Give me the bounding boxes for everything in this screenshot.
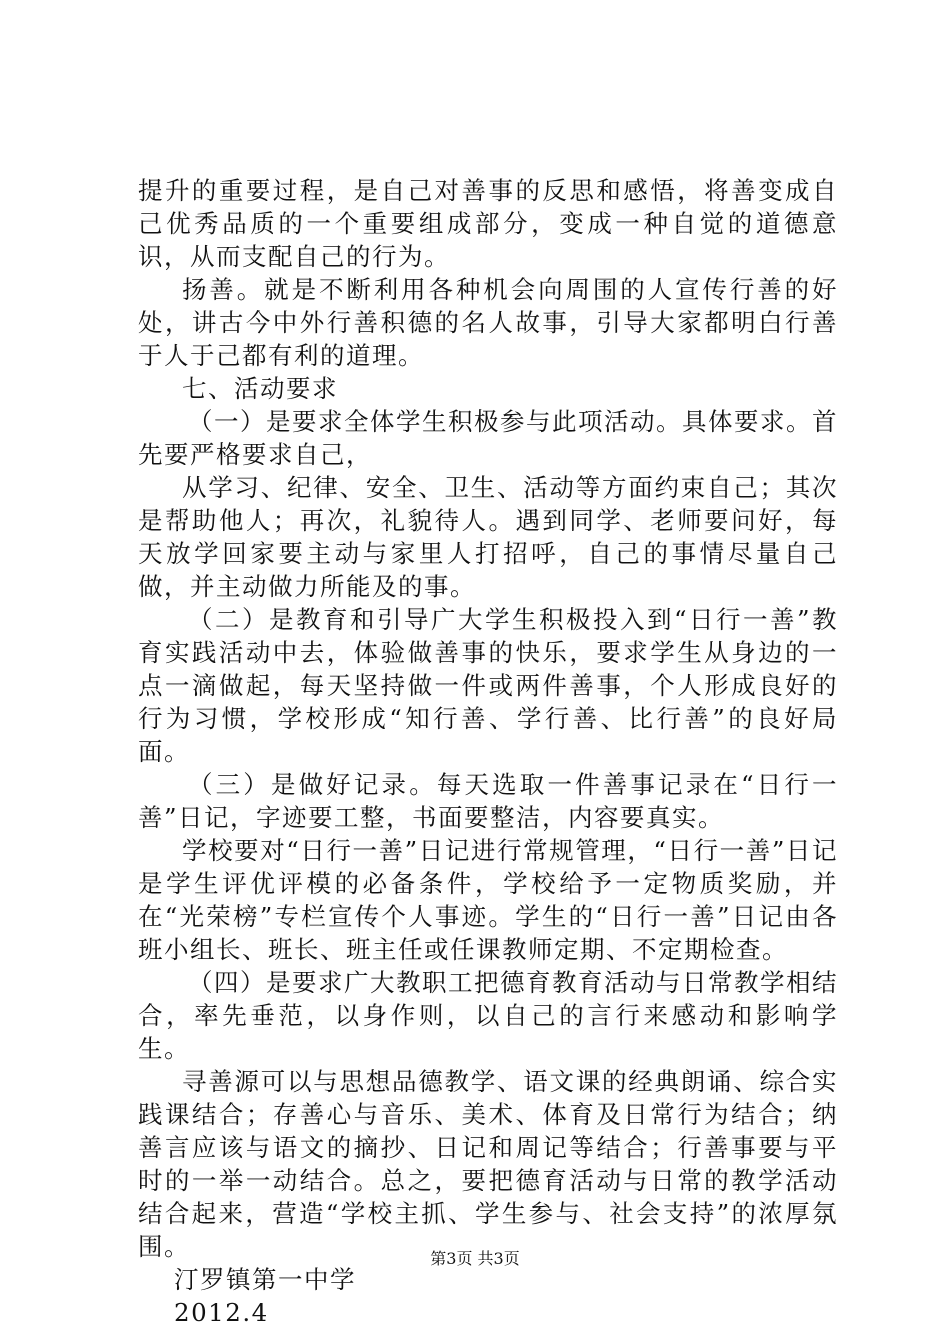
paragraph-requirement-2: （二）是教育和引导广大学生积极投入到“日行一善”教育实践活动中去，体验做善事的快乐，要求学生从身边的一点一滴做起，每天坚持做一件或两件善事，个人形成良好的行为习惯，学校形成“知行善、学行善、比行善”的良好局面。: [138, 605, 838, 766]
paragraph-requirement-1-detail: 从学习、纪律、安全、卫生、活动等方面约束自己；其次是帮助他人；再次，礼貌待人。遇到同学、老师要问好，每天放学回家要主动与家里人打招呼，自己的事情尽量自己做，并主动做力所能及的事。: [138, 473, 838, 601]
paragraph-yangshan: 扬善。就是不断利用各种机会向周围的人宣传行善的好处，讲古今中外行善积德的名人故事，引导大家都明白行善于人于己都有利的道理。: [138, 275, 838, 370]
paragraph-requirement-3: （三）是做好记录。每天选取一件善事记录在“日行一善”日记，字迹要工整，书面要整洁，内容要真实。: [138, 770, 838, 832]
signature-organization: 汀罗镇第一中学: [174, 1265, 356, 1294]
section-heading-activity-requirements: 七、活动要求: [182, 374, 338, 403]
paragraph-continuation: 提升的重要过程，是自己对善事的反思和感悟，将善变成自己优秀品质的一个重要组成部分，变成一种自觉的道德意识，从而支配自己的行为。: [138, 176, 838, 271]
page-number: 第3页 共3页: [430, 1249, 520, 1268]
paragraph-requirement-1: （一）是要求全体学生积极参与此项活动。具体要求。首先要严格要求自己，: [138, 407, 838, 469]
paragraph-requirement-4: （四）是要求广大教职工把德育教育活动与日常教学相结合，率先垂范，以身作则，以自己的言行来感动和影响学生。: [138, 968, 838, 1063]
document-body: [138, 174, 838, 1329]
page-footer: [0, 1246, 950, 1269]
paragraph-integration: 寻善源可以与思想品德教学、语文课的经典朗诵、综合实践课结合；存善心与音乐、美术、体育及日常行为结合；纳善言应该与语文的摘抄、日记和周记等结合；行善事要与平时的一举一动结合。总之，要把德育活动与日常的教学活动结合起来，营造“学校主抓、学生参与、社会支持”的浓厚氛围。: [138, 1067, 838, 1261]
paragraph-diary-management: 学校要对“日行一善”日记进行常规管理，“日行一善”日记是学生评优评模的必备条件，学校给予一定物质奖励，并在“光荣榜”专栏宣传个人事迹。学生的“日行一善”日记由各班小组长、班长、班主任或任课教师定期、不定期检查。: [138, 836, 838, 964]
signature-date: 2012.4: [174, 1298, 269, 1327]
